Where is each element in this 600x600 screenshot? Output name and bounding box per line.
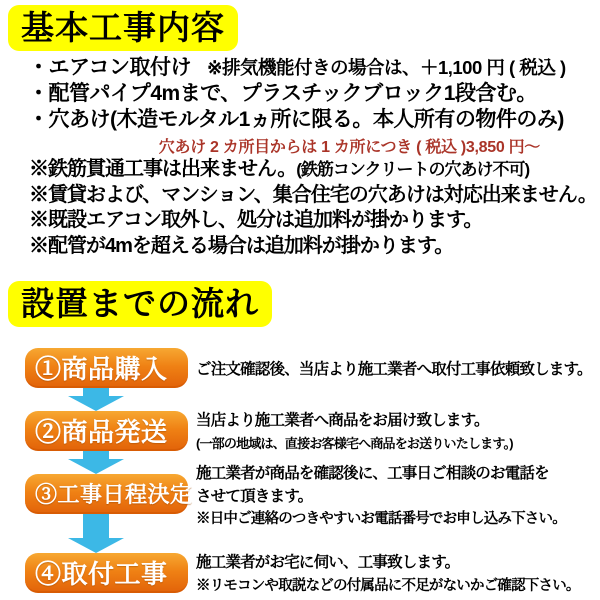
flow-step2-box	[25, 411, 188, 451]
caution-removal-main: ※既設エアコン取外し、処分は追加料が掛かります。	[29, 209, 483, 231]
flow-step3-description	[196, 463, 598, 531]
flow-step3-box	[25, 474, 193, 514]
flow-step4-line1: 施工業者がお宅に伺い、工事致します。	[196, 554, 460, 571]
flow-step3-line1: 施工業者が商品を確認後に、工事日ご相談のお電話を	[196, 465, 549, 482]
flow-step3-line2: させて頂きます。	[196, 487, 313, 505]
flow-step4-description	[196, 552, 598, 597]
basic-work-bullet-list	[28, 55, 593, 133]
flow-step1-label: ①商品購入	[35, 353, 168, 384]
flow-step4-line2: ※リモコンや取説などの付属品に不足がないかご確認下さい。	[196, 577, 580, 594]
flow-step1-description	[196, 359, 598, 382]
bullet-drilling	[28, 107, 593, 133]
caution-removal	[29, 208, 599, 234]
bullet-piping-main: ・配管パイプ4mまで、プラスチックブロック1段含む。	[28, 82, 537, 105]
flow-step2-label: ②商品発送	[35, 416, 168, 447]
caution-long-pipe	[29, 234, 599, 260]
bullet-aircon-install-note: ※排気機能付きの場合は、＋1,100 円 ( 税込 )	[206, 57, 566, 78]
flow-step1-line1: ご注文確認後、当店より施工業者へ取付工事依頼致します。	[196, 361, 592, 378]
bullet-aircon-install-main: ・エアコン取付け	[28, 56, 191, 79]
flow-step4-label: ④取付工事	[35, 558, 168, 589]
caution-list	[29, 157, 599, 259]
caution-rental-main: ※賃貸および、マンション、集合住宅の穴あけは対応出来ません。	[29, 183, 597, 206]
flow-arrow-3-icon	[68, 514, 124, 553]
flow-step1-box	[25, 348, 188, 388]
flow-arrow-1-icon	[68, 388, 124, 411]
flow-title: 設置までの流れ	[8, 281, 272, 327]
drilling-extra-price-note: 穴あけ 2 カ所目からは 1 カ所につき ( 税込 )3,850 円～	[158, 139, 540, 156]
caution-long-pipe-main: ※配管が4mを超える場合は追加料が掛かります。	[29, 234, 454, 257]
flow-step2-description	[196, 410, 598, 455]
flow-arrow-2-icon	[68, 451, 124, 474]
flow-step3-label: ③工事日程決定	[35, 481, 193, 507]
caution-rebar-sub: (鉄筋コンクリートの穴あけ不可)	[296, 160, 530, 179]
flow-step2-line2: (一部の地域は、直接お客様宅へ商品をお送りいたします。)	[196, 435, 513, 451]
flow-step3-line3: ※日中ご連絡のつきやすいお電話番号でお申し込み下さい。	[196, 511, 566, 527]
bullet-drilling-main: ・穴あけ(木造モルタル1ヵ所に限る。本人所有の物件のみ)	[28, 108, 564, 131]
flow-step4-box	[25, 553, 188, 593]
bullet-aircon-install	[28, 55, 593, 81]
caution-rebar	[29, 157, 599, 183]
basic-work-title: 基本工事内容	[8, 5, 238, 51]
caution-rental	[29, 183, 599, 209]
flow-step2-line1: 当店より施工業者へ商品をお届け致します。	[196, 412, 489, 429]
bullet-piping	[28, 81, 593, 107]
caution-rebar-main: ※鉄筋貫通工事は出来ません。	[29, 158, 297, 180]
